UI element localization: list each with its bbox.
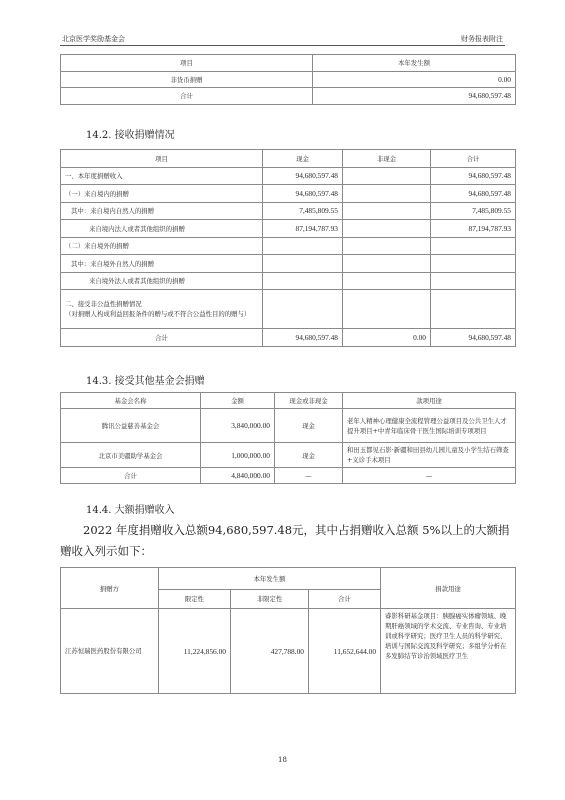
noncash-cell: 0.00	[343, 329, 431, 347]
section-heading-14-3: 14.3. 接受其他基金会捐赠	[86, 376, 205, 387]
noncash-cell	[343, 290, 431, 329]
table-row	[61, 409, 516, 443]
row-label: 非货币捐赠	[61, 71, 313, 88]
col-header-restricted: 限定性	[159, 589, 231, 608]
total-cell	[431, 290, 516, 329]
table-row	[61, 329, 516, 347]
donation-amount-table	[60, 54, 516, 105]
col-header-cash: 现金	[263, 150, 343, 168]
total-amount: 11,652,644.00	[309, 609, 381, 694]
use-cell: 老年人精神心理健康全流程管理公益项目及公共卫生人才提升项目+中青年临床骨干医生国际培训专项项目	[343, 409, 516, 443]
total-cell: 94,680,597.48	[431, 167, 516, 185]
col-header-use: 款项用途	[343, 393, 516, 409]
cash-cell	[263, 255, 343, 273]
noncash-cell	[343, 237, 431, 255]
row-label: （一）来自境内的捐赠	[61, 185, 263, 203]
col-header-unrestricted: 非限定性	[231, 589, 309, 608]
row-label: 来自境外法人或者其他组织的捐赠	[61, 272, 263, 290]
col-header-item: 项目	[61, 150, 263, 168]
noncash-cell	[343, 255, 431, 273]
table-row	[61, 255, 516, 273]
type-cell: 现金	[275, 409, 343, 443]
noncash-cell	[343, 272, 431, 290]
received-donations-table	[60, 149, 516, 347]
col-header-type: 现金或非现金	[275, 393, 343, 409]
total-cell: 94,680,597.48	[431, 185, 516, 203]
foundation-name: 腾讯公益慈善基金会	[61, 409, 201, 443]
cash-cell	[263, 290, 343, 329]
table-row	[61, 88, 516, 105]
large-donations-table	[60, 567, 516, 694]
table-row	[61, 237, 516, 255]
restricted-amount: 11,224,856.00	[159, 609, 231, 694]
table-row	[61, 272, 516, 290]
amount-cell: 1,000,000.00	[201, 443, 275, 468]
col-header-year-amount: 本年发生额	[159, 568, 381, 590]
table-row	[61, 220, 516, 238]
cash-cell: 7,485,809.55	[263, 202, 343, 220]
col-header-total: 合计	[309, 589, 381, 608]
cash-cell	[263, 237, 343, 255]
col-header-amount: 本年发生额	[313, 55, 516, 72]
donor-name: 江苏恒瑞医药股份有限公司	[61, 609, 159, 694]
amount-cell: 3,840,000.00	[201, 409, 275, 443]
header-doc-title: 财务报表附注	[461, 35, 503, 43]
col-header-noncash: 非现金	[343, 150, 431, 168]
total-cell	[431, 237, 516, 255]
large-donation-paragraph: 2022 年度捐赠收入总额94,680,597.48元，其中占捐赠收入总额 5%以上的大额捐赠收入列示如下：	[60, 523, 510, 558]
row-label: 来自境内法人或者其他组织的捐赠	[61, 220, 263, 238]
unrestricted-amount: 427,788.00	[231, 609, 309, 694]
total-cell	[431, 255, 516, 273]
foundation-name: 合计	[61, 468, 201, 484]
col-header-amount: 金额	[201, 393, 275, 409]
row-amount: 94,680,597.48	[313, 88, 516, 105]
col-header-donor: 捐赠方	[61, 568, 159, 609]
use-cell: 睿影科研基金项目：胰腺癌实体瘤领域、晚期肝癌领域的学术交流、专业咨询、专业培训或科学研究；医疗卫生人员的科学研究、培训与国际交流及科学研究；多组学分析在多发肺结节诊治领域医疗卫生	[381, 609, 516, 694]
col-header-foundation: 基金会名称	[61, 393, 201, 409]
row-label: 其中：来自境外自然人的捐赠	[61, 255, 263, 273]
table-row	[61, 167, 516, 185]
noncash-cell	[343, 202, 431, 220]
table-row	[61, 468, 516, 484]
table-row	[61, 443, 516, 468]
cash-cell: 94,680,597.48	[263, 185, 343, 203]
col-header-use: 捐款用途	[381, 568, 516, 609]
total-cell	[431, 272, 516, 290]
page-number: 18	[278, 756, 287, 764]
header-org-name: 北京医学奖励基金会	[62, 35, 125, 43]
row-amount: 0.00	[313, 71, 516, 88]
row-label: 合计	[61, 88, 313, 105]
table-row	[61, 202, 516, 220]
amount-cell: 4,840,000.00	[201, 468, 275, 484]
row-label: （二）来自境外的捐赠	[61, 237, 263, 255]
noncash-cell	[343, 185, 431, 203]
section-heading-14-2: 14.2. 接收捐赠情况	[86, 130, 175, 141]
row-label: 合计	[61, 329, 263, 347]
noncash-cell	[343, 167, 431, 185]
table-row	[61, 609, 516, 694]
section-heading-14-4: 14.4. 大额捐赠收入	[86, 505, 175, 516]
total-cell: 7,485,809.55	[431, 202, 516, 220]
cash-cell	[263, 272, 343, 290]
foundation-name: 北京市美疆助学基金会	[61, 443, 201, 468]
other-foundation-donations-table	[60, 392, 516, 484]
type-cell: 现金	[275, 443, 343, 468]
use-cell: —	[343, 468, 516, 484]
use-cell: 和田玉都见石影·新疆和田县幼儿园儿童及小学生结石筛查+义诊手术项目	[343, 443, 516, 468]
col-header-total: 合计	[431, 150, 516, 168]
total-cell: 87,194,787.93	[431, 220, 516, 238]
row-label: 二、接受非公益性捐赠情况 （对捐赠人构成利益回报条件的赠与或不符合公益性目的的赠与）	[61, 290, 263, 329]
total-cell: 94,680,597.48	[431, 329, 516, 347]
cash-cell: 87,194,787.93	[263, 220, 343, 238]
table-row	[61, 290, 516, 329]
noncash-cell	[343, 220, 431, 238]
table-row	[61, 71, 516, 88]
type-cell: —	[275, 468, 343, 484]
row-label: 其中：来自境内自然人的捐赠	[61, 202, 263, 220]
col-header-item: 项目	[61, 55, 313, 72]
row-label: 一、本年度捐赠收入	[61, 167, 263, 185]
cash-cell: 94,680,597.48	[263, 167, 343, 185]
table-row	[61, 185, 516, 203]
page-header	[60, 33, 505, 46]
cash-cell: 94,680,597.48	[263, 329, 343, 347]
